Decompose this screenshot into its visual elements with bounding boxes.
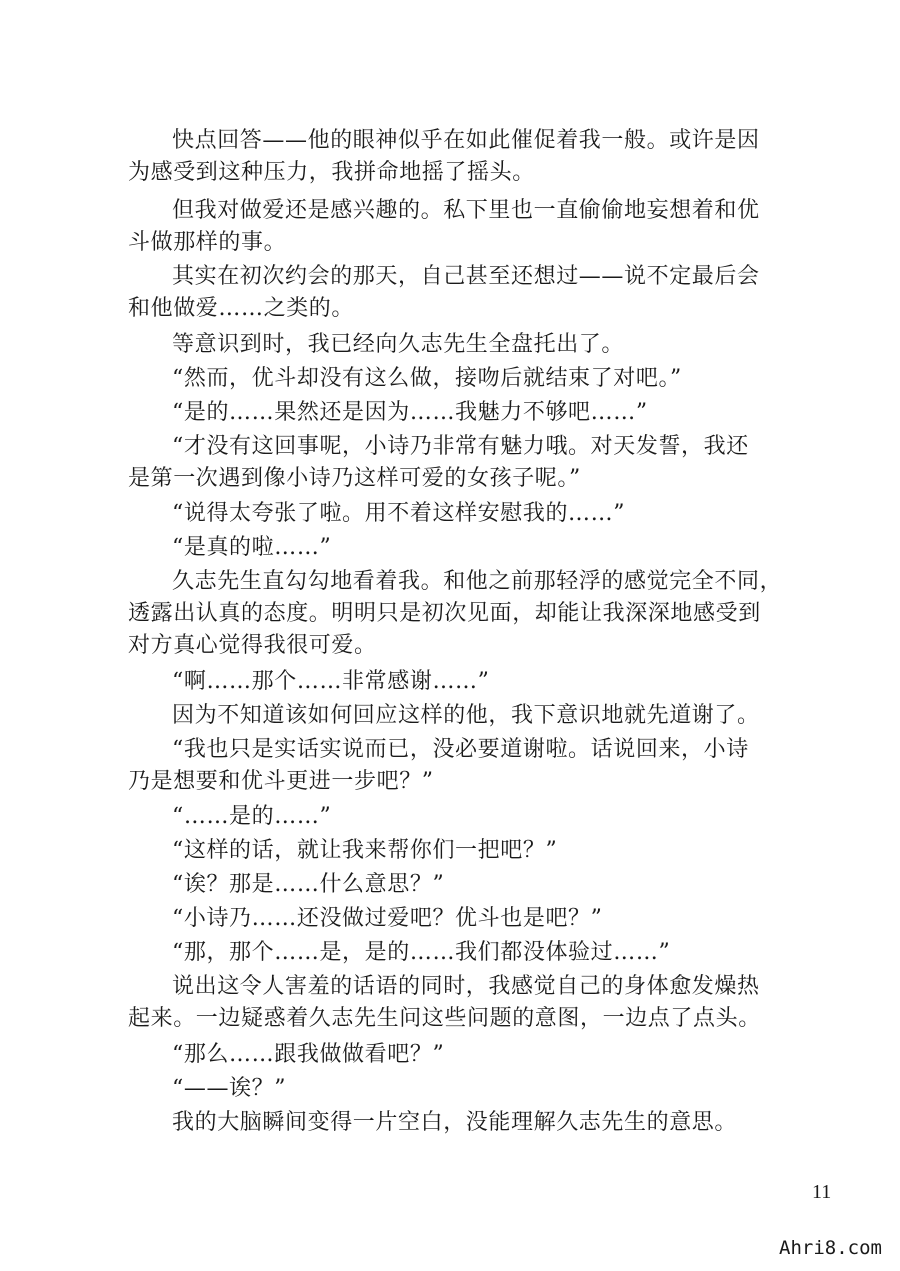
text-line: 和他做爱……之类的。 bbox=[128, 296, 355, 321]
text-line: “这样的话，就让我来帮你们一把吧？” bbox=[172, 838, 558, 863]
text-line: 因为不知道该如何回应这样的他，我下意识地就先道谢了。 bbox=[172, 703, 760, 728]
text-line: 是第一次遇到像小诗乃这样可爱的女孩子呢。” bbox=[128, 466, 581, 491]
text-line: “说得太夸张了啦。用不着这样安慰我的……” bbox=[172, 501, 626, 526]
text-line: “是真的啦……” bbox=[172, 535, 332, 560]
text-line: 乃是想要和优斗更进一步吧？” bbox=[128, 769, 434, 794]
text-line: 但我对做爱还是感兴趣的。私下里也一直偷偷地妄想着和优 bbox=[172, 198, 760, 223]
text-line: 说出这令人害羞的话语的同时，我感觉自己的身体愈发燥热 bbox=[172, 974, 760, 999]
text-line: 其实在初次约会的那天，自己甚至还想过——说不定最后会 bbox=[172, 264, 760, 289]
text-line: “诶？那是……什么意思？” bbox=[172, 872, 445, 897]
text-line: 为感受到这种压力，我拼命地摇了摇头。 bbox=[128, 160, 535, 185]
text-line: “……是的……” bbox=[172, 804, 332, 829]
text-line: “啊……那个……非常感谢……” bbox=[172, 669, 490, 694]
text-line: “——诶？” bbox=[172, 1076, 287, 1101]
text-line: “那么……跟我做做看吧？” bbox=[172, 1042, 445, 1067]
text-line: 久志先生直勾勾地看着我。和他之前那轻浮的感觉完全不同， bbox=[172, 569, 783, 594]
text-line: “那，那个……是，是的……我们都没体验过……” bbox=[172, 940, 671, 965]
text-line: “是的……果然还是因为……我魅力不够吧……” bbox=[172, 400, 648, 425]
text-line: 我的大脑瞬间变得一片空白，没能理解久志先生的意思。 bbox=[172, 1110, 738, 1135]
text-line: 起来。一边疑惑着久志先生问这些问题的意图，一边点了点头。 bbox=[128, 1006, 761, 1031]
text-line: 斗做那样的事。 bbox=[128, 230, 287, 255]
text-line: 等意识到时，我已经向久志先生全盘托出了。 bbox=[172, 332, 625, 357]
text-line: 对方真心觉得我很可爱。 bbox=[128, 633, 377, 658]
text-line: “小诗乃……还没做过爱吧？优斗也是吧？” bbox=[172, 906, 603, 931]
text-line: 透露出认真的态度。明明只是初次见面，却能让我深深地感受到 bbox=[128, 601, 761, 626]
text-line: “我也只是实话实说而已，没必要道谢啦。话说回来，小诗 bbox=[172, 737, 749, 762]
watermark: Ahri8.com bbox=[779, 1237, 882, 1259]
text-line: “然而，优斗却没有这么做，接吻后就结束了对吧。” bbox=[172, 366, 682, 391]
text-line: “才没有这回事呢，小诗乃非常有魅力哦。对天发誓，我还 bbox=[172, 434, 749, 459]
page-number: 11 bbox=[812, 1181, 832, 1203]
text-line: 快点回答——他的眼神似乎在如此催促着我一般。或许是因 bbox=[172, 128, 760, 153]
